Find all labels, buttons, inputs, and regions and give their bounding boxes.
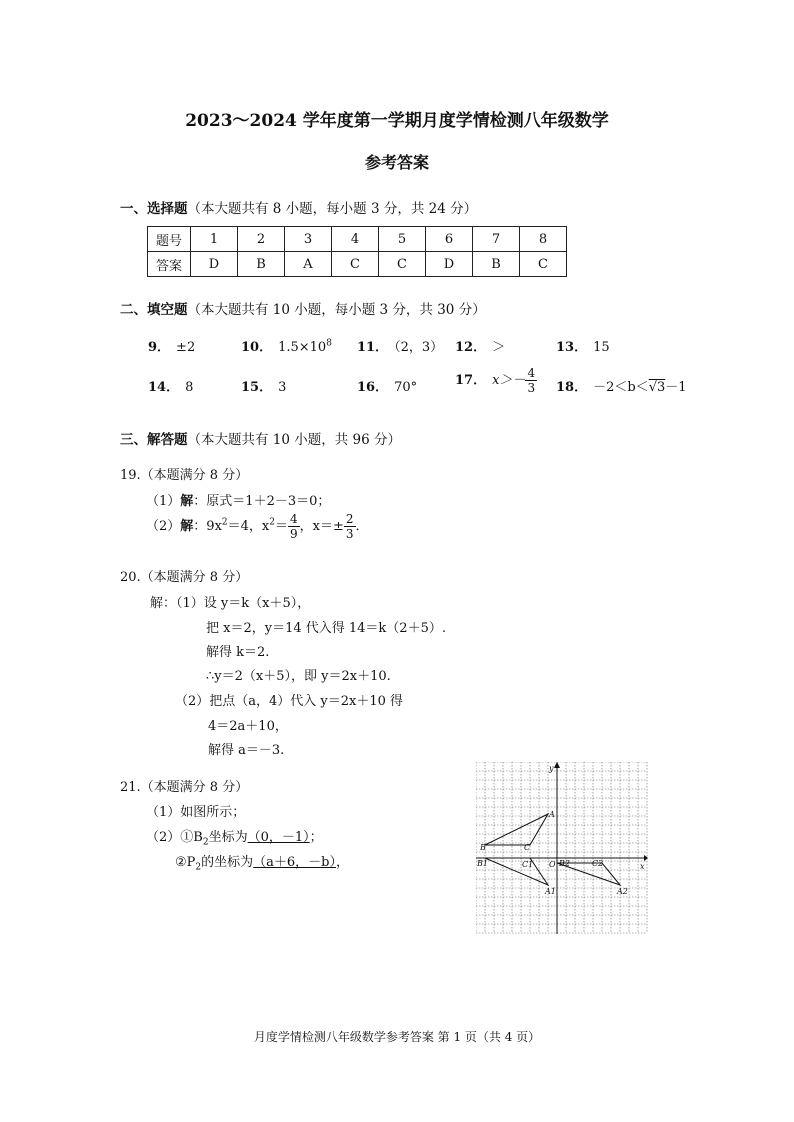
label-b2: B2	[559, 859, 570, 868]
table-cell: 8	[520, 227, 567, 252]
fill-item-12: 12． ＞	[455, 340, 506, 355]
section3-heading: 三、解答题	[120, 432, 188, 448]
table-cell: 3	[285, 227, 332, 252]
answer-underline: （0，－1）	[247, 830, 310, 845]
q19-part1: （1）解：原式＝1＋2－3＝0；	[146, 494, 331, 509]
table-cell: C	[379, 252, 426, 277]
triangle-abc	[485, 814, 548, 845]
label-b1: B1	[477, 859, 488, 868]
table-cell: C	[520, 252, 567, 277]
q19-part2: （2）解：$9x^2=4$，$x^2=$ $\frac{4}{9}$ ，x＝± $\frac{2}{3}$ ．	[146, 512, 369, 541]
section1-heading: 一、选择题	[120, 201, 188, 217]
label-c1: C1	[522, 860, 534, 869]
fill-item-16: 16． 70°	[357, 380, 418, 395]
label-a: A	[549, 810, 555, 819]
table-cell: D	[426, 252, 473, 277]
table-cell: C	[332, 252, 379, 277]
q20-line7: 解得 a＝－3.	[208, 743, 285, 758]
table-cell: A	[285, 252, 332, 277]
label-y: y	[549, 764, 554, 773]
triangle-a1b1c1	[485, 858, 548, 885]
table-cell: 4	[332, 227, 379, 252]
fill-item-10: 10． $1.5\times 10^8$	[241, 338, 332, 355]
label-o: O	[549, 860, 556, 869]
section3-heading-row	[120, 428, 401, 448]
grid-lines	[476, 762, 647, 933]
section1-heading-row	[120, 197, 477, 217]
fill-item-18: 18． －2＜b＜√3－1	[556, 380, 687, 395]
section2-note: （本大题共有 10 小题，每小题 3 分，共 30 分）	[187, 302, 486, 318]
q20-line5: （2）把点（a，4）代入 y＝2x＋10 得	[175, 694, 404, 709]
section3-note: （本大题共有 10 小题，共 96 分）	[187, 432, 402, 448]
label-a2: A2	[617, 887, 628, 896]
fraction: $\frac{4}{9}$	[290, 512, 298, 541]
q20-head: 20.（本题满分 8 分）	[120, 570, 249, 585]
q20-line4: ∴y＝2（x＋5），即 y＝2x＋10.	[206, 669, 391, 684]
table-cell: B	[238, 252, 285, 277]
table-cell: 7	[473, 227, 520, 252]
x-axis-arrow	[644, 855, 648, 861]
fill-item-14: 14． 8	[148, 380, 194, 395]
fill-item-9: 9． ±2	[148, 340, 196, 355]
page-subtitle: 参考答案	[364, 153, 429, 172]
label-c: C	[524, 843, 531, 852]
q21-line1: （1）如图所示；	[146, 805, 246, 820]
q20-line3: 解得 k＝2.	[206, 645, 270, 660]
q19-head: 19.（本题满分 8 分）	[120, 468, 249, 483]
label-c2: C2	[592, 859, 604, 868]
choice-answer-table	[147, 226, 567, 277]
section2-heading: 二、填空题	[120, 302, 188, 318]
fraction: $\frac{4}{3}$	[527, 366, 536, 395]
label-b: B	[480, 843, 486, 852]
table-row-answers	[148, 252, 567, 277]
table-cell: D	[191, 252, 238, 277]
y-axis-arrow	[554, 762, 560, 768]
q20-line6: 4＝2a＋10，	[208, 719, 288, 734]
q20-line2: 把 x＝2，y＝14 代入得 14＝k（2＋5）.	[206, 621, 446, 636]
q21-head: 21.（本题满分 8 分）	[120, 780, 249, 795]
fraction: $\frac{2}{3}$	[345, 512, 354, 541]
page-footer: 月度学情检测八年级数学参考答案 第 1 页（共 4 页）	[253, 1030, 541, 1044]
table-cell: 2	[238, 227, 285, 252]
section1-note: （本大题共有 8 小题，每小题 3 分，共 24 分）	[187, 201, 478, 217]
q21-line2: $(2)①B_2$坐标为（0，－1）；	[146, 830, 323, 848]
coordinate-grid-figure	[476, 762, 648, 934]
answer-underline: （a＋6，－b）	[253, 855, 336, 870]
table-row-numbers	[148, 227, 567, 252]
table-cell: 1	[191, 227, 238, 252]
grid-svg	[476, 762, 648, 934]
table-cell: 5	[379, 227, 426, 252]
fill-item-13: 13． 15	[556, 340, 610, 355]
table-cell: B	[473, 252, 520, 277]
section2-heading-row	[120, 298, 486, 318]
q20-line1: 解：（1）设 y＝k（x＋5），	[150, 596, 311, 611]
table-answer-label: 答案	[148, 252, 191, 277]
fill-item-17: 17． x＞－ $\frac{4}{3}$	[455, 366, 536, 395]
label-x: x	[640, 862, 645, 871]
page-title: 2023～2024 学年度第一学期月度学情检测八年级数学	[185, 111, 609, 131]
q21-line3: $②P_2$的坐标为（a＋6，－b），	[175, 855, 350, 873]
fill-item-15: 15． 3	[241, 380, 287, 395]
fill-item-11: 11． （2，3）	[357, 340, 444, 355]
label-a1: A1	[545, 887, 556, 896]
table-header-label: 题号	[148, 227, 191, 252]
table-cell: 6	[426, 227, 473, 252]
